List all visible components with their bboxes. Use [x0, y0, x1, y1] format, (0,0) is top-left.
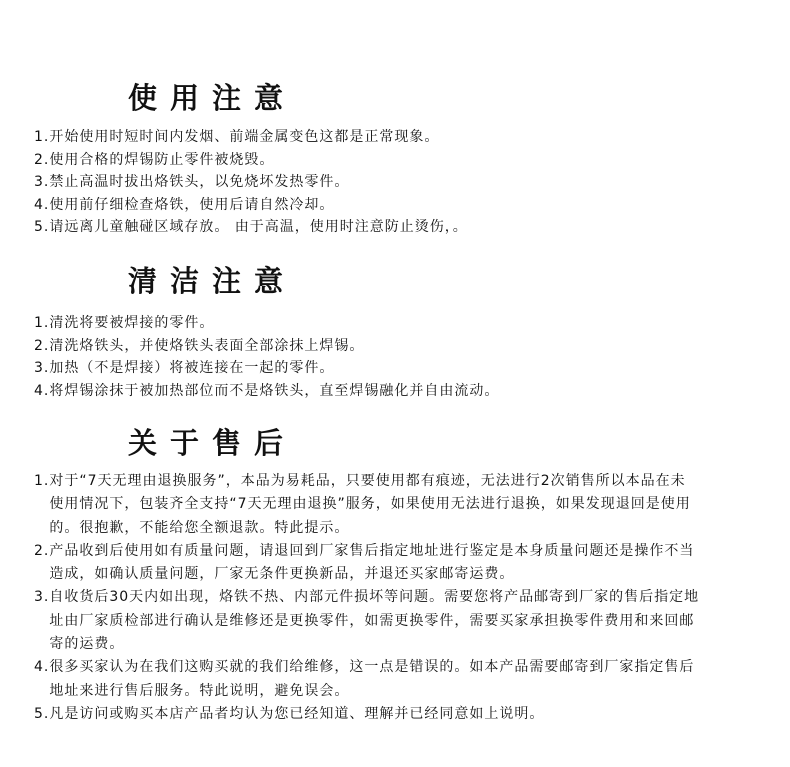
list-item	[34, 335, 499, 358]
list-item	[34, 656, 699, 703]
item-text: 使用前仔细检查烙铁，使用后请自然冷却。	[49, 196, 335, 213]
usage-notes-heading: 使用注意	[128, 81, 297, 115]
item-text: 凡是访问或购买本店产品者均认为您已经知道、理解并已经同意如上说明。	[49, 705, 545, 722]
item-number: 1.	[34, 315, 50, 331]
item-number: 4.	[34, 196, 50, 213]
list-item	[34, 312, 499, 335]
list-item	[34, 380, 499, 403]
cleaning-notes-list	[34, 312, 499, 402]
item-text: 开始使用时短时间内发烟、前端金属变色这都是正常现象。	[49, 129, 440, 145]
item-number: 3.	[34, 589, 50, 606]
item-number: 2.	[34, 151, 50, 168]
after-sales-heading: 关于售后	[128, 426, 297, 460]
item-text: 清洗烙铁头，并使烙铁头表面全部涂抹上焊锡。	[49, 337, 365, 354]
item-text: 使用合格的焊锡防止零件被烧毁。	[49, 151, 275, 168]
item-text: 自收货后30天内如出现，烙铁不热、内部元件损坏等问题。需要您将产品邮寄到厂家的售后指定地址由厂家质检部进行确认是维修还是更换零件，如需更换零件，需要买家承担换零件费用和来回邮寄的运费。	[49, 589, 700, 653]
item-number: 5.	[34, 219, 50, 235]
item-number: 5.	[34, 705, 50, 722]
item-number: 3.	[34, 360, 50, 376]
after-sales-list	[34, 470, 699, 726]
item-number: 1.	[34, 129, 50, 145]
item-text: 请远离儿童触碰区域存放。 由于高温，使用时注意防止烫伤，。	[49, 219, 468, 235]
item-text: 加热（不是焊接）将被连接在一起的零件。	[49, 360, 335, 376]
item-text: 很多买家认为在我们这购买就的我们给维修，这一点是错误的。如本产品需要邮寄到厂家指定售后地址来进行售后服务。特此说明，避免误会。	[49, 659, 695, 699]
list-item	[34, 194, 468, 217]
item-text: 清洗将要被焊接的零件。	[49, 315, 215, 331]
item-text: 禁止高温时拔出烙铁头，以免烧坏发热零件。	[49, 174, 350, 190]
item-text: 产品收到后使用如有质量问题，请退回到厂家售后指定地址进行鉴定是本身质量问题还是操作不当造成，如确认质量问题，厂家无条件更换新品，并退还买家邮寄运费。	[49, 542, 695, 583]
item-text: 对于“7天无理由退换服务”，本品为易耗品，只要使用都有痕迹，无法进行2次销售所以本品在未使用情况下，包装齐全支持“7天无理由退换”服务，如果使用无法进行退换，如果发现退回是使用的。很抱歉，不能给您全额退款。特此提示。	[49, 473, 691, 536]
list-item	[34, 470, 699, 540]
item-number: 2.	[34, 542, 50, 559]
item-number: 2.	[34, 337, 50, 354]
list-item	[34, 540, 699, 587]
list-item	[34, 357, 499, 380]
list-item	[34, 703, 699, 726]
usage-notes-list	[34, 126, 468, 239]
item-number: 1.	[34, 473, 50, 489]
item-number: 3.	[34, 174, 50, 190]
item-number: 4.	[34, 659, 50, 676]
list-item	[34, 216, 468, 239]
cleaning-notes-heading: 清洁注意	[128, 264, 297, 298]
list-item	[34, 149, 468, 172]
item-number: 4.	[34, 382, 50, 399]
list-item	[34, 171, 468, 194]
list-item	[34, 586, 699, 656]
item-text: 将焊锡涂抹于被加热部位而不是烙铁头，直至焊锡融化并自由流动。	[49, 382, 500, 399]
list-item	[34, 126, 468, 149]
